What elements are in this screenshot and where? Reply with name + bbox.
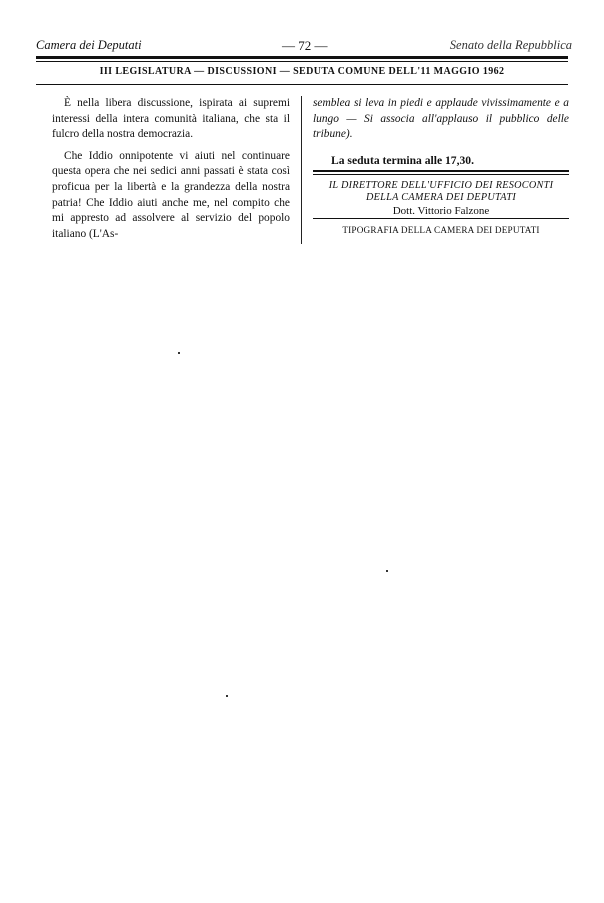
print-speck bbox=[178, 352, 180, 354]
paragraph-democracy: È nella libera discussione, ispirata ai supremi interessi della intera comunità italiana, che sta il fulcro della nostra democrazia. bbox=[52, 97, 290, 141]
printer-credit: TIPOGRAFIA DELLA CAMERA DEI DEPUTATI bbox=[342, 225, 540, 235]
applause-note: semblea si leva in piedi e applaude vivissimamente e a lungo — Si associa all'applauso il pubblico delle tribune). bbox=[313, 97, 569, 141]
left-column bbox=[52, 96, 290, 248]
printer-rule bbox=[313, 218, 569, 219]
header-rule-thin bbox=[36, 61, 568, 62]
closing-rule-thick bbox=[313, 170, 569, 172]
page-number: — 72 — bbox=[282, 38, 328, 53]
closing-rule-thin bbox=[313, 174, 569, 175]
director-name: Dott. Vittorio Falzone bbox=[392, 205, 490, 217]
director-title-line1: IL DIRETTORE DELL'UFFICIO DEI RESOCONTI bbox=[328, 180, 554, 191]
director-block bbox=[313, 180, 569, 217]
subheader-rule bbox=[36, 84, 568, 85]
column-divider bbox=[301, 96, 302, 244]
session-closing: La seduta termina alle 17,30. bbox=[331, 153, 474, 167]
right-column bbox=[313, 96, 569, 168]
header-chamber: Camera dei Deputati bbox=[36, 38, 142, 52]
print-speck bbox=[226, 695, 228, 697]
header-rule-thick bbox=[36, 56, 568, 59]
page-header bbox=[36, 38, 572, 54]
director-title-line2: DELLA CAMERA DEI DEPUTATI bbox=[365, 192, 517, 203]
session-subheader: III LEGISLATURA — DISCUSSIONI — SEDUTA COMUNE DELL'11 MAGGIO 1962 bbox=[99, 66, 505, 77]
paragraph-prayer: Che Iddio onnipotente vi aiuti nel continuare questa opera che nei sedici anni passati è stata così proficua per la libertà e la grandezza della nostra patria! Che Iddio aiuti anche me, nel compito che mi appresto ad assolvere al servizio del popolo italiano (L'As- bbox=[52, 149, 290, 240]
header-senate: Senato della Repubblica bbox=[449, 38, 572, 52]
print-speck bbox=[386, 570, 388, 572]
